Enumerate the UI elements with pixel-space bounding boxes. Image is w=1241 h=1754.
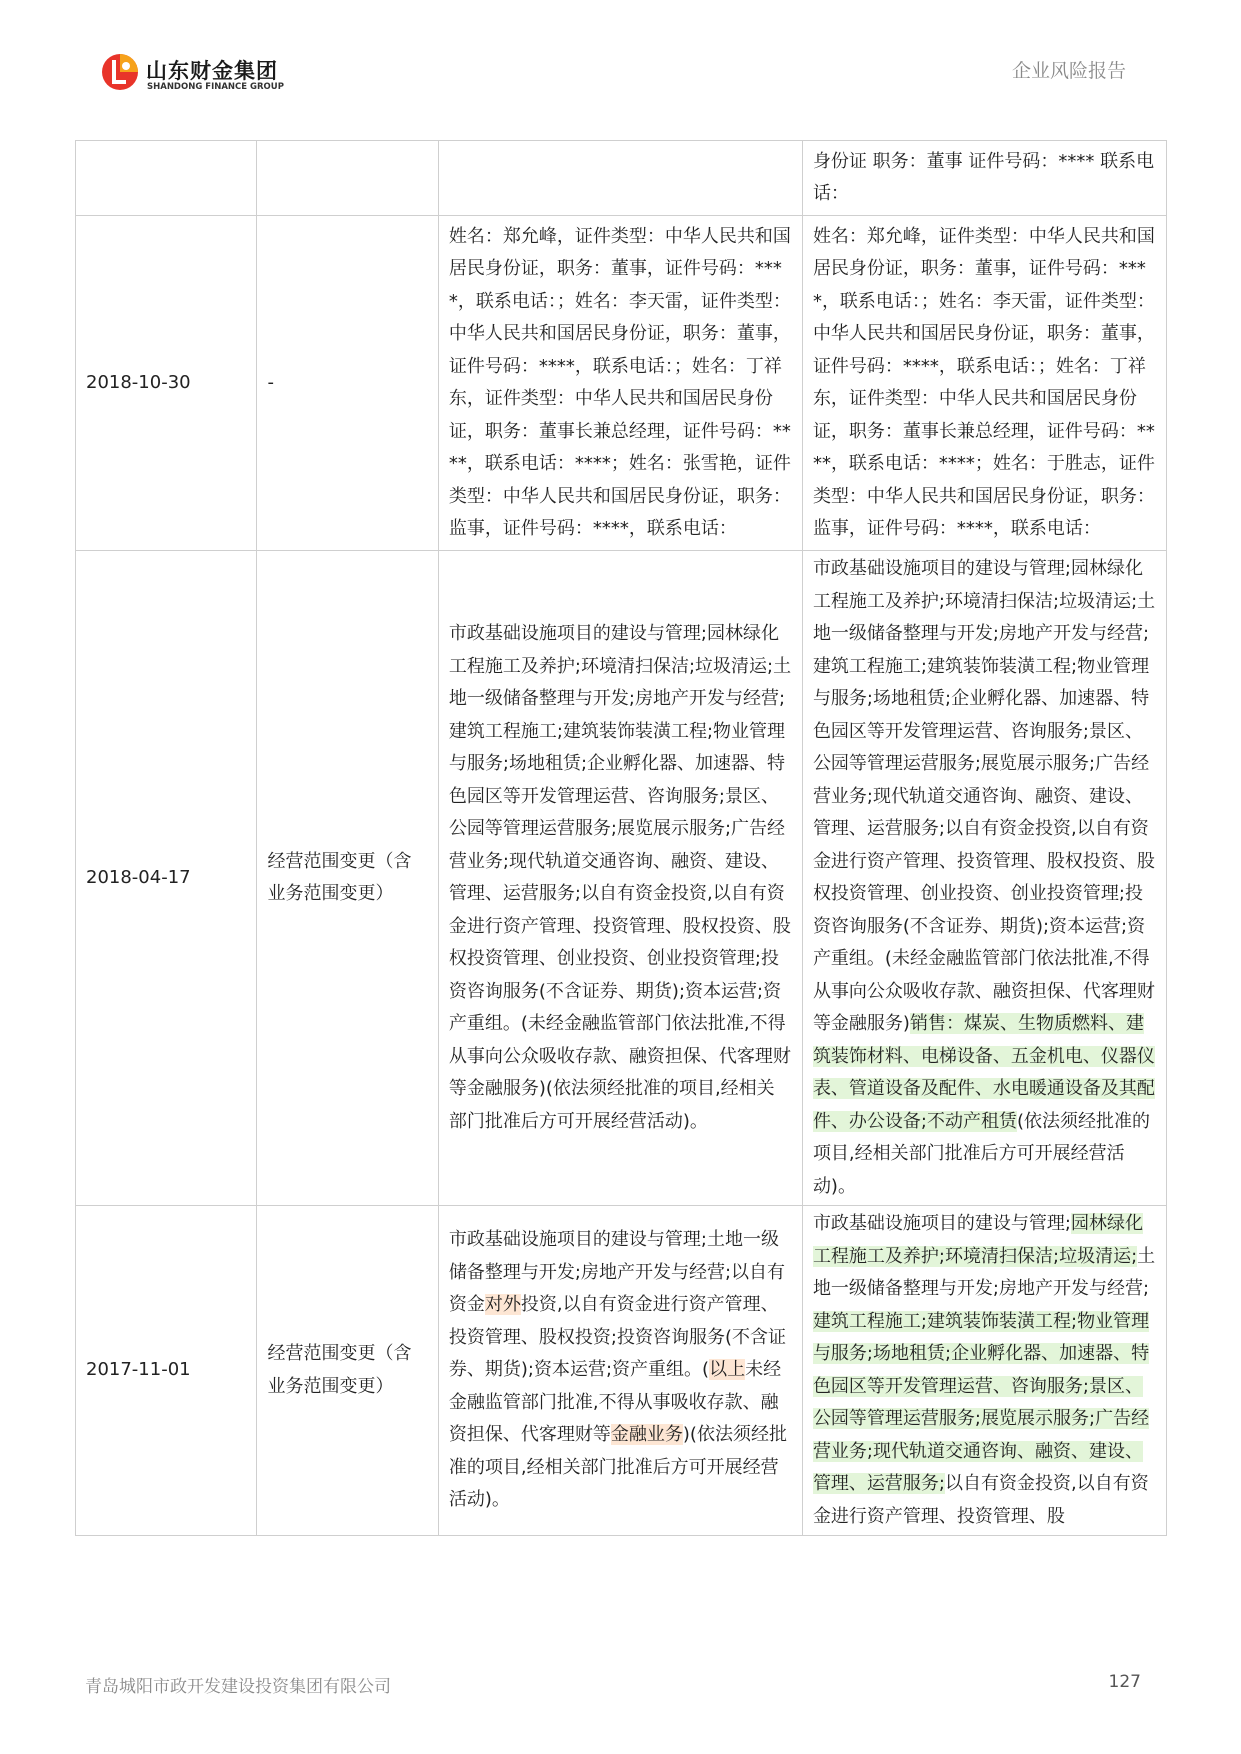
after-change-cell	[802, 551, 1166, 1206]
table-row	[76, 216, 1167, 551]
unchanged-text: 市政基础设施项目的建设与管理;土地一级储备整理与开发;房地产开发与经营;以自有资金	[448, 1229, 786, 1316]
report-title: 企业风险报告	[1011, 60, 1126, 82]
before-change-cell: 市政基础设施项目的建设与管理;园林绿化工程施工及养护;环境清扫保洁;垃圾清运;土地一级储备整理与开发;房地产开发与经营;建筑工程施工;建筑装饰装潢工程;物业管理与服务;场地租赁;企业孵化器、加速器、特色园区等开发管理运营、咨询服务;景区、公园等管理运营服务;展览展示服务;广告经营业务;现代轨道交通咨询、融资、建设、管理、运营服务;以自有资金投资,以自有资金进行资产管理、投资管理、股权投资、股权投资管理、创业投资、创业投资管理;投资咨询服务(不含证券、期货);资本运营;资产重组。(未经金融监管部门依法批准,不得从事向公众吸收存款、融资担保、代客理财等金融服务)(依法须经批准的项目,经相关部门批准后方可开展经营活动)。	[438, 551, 802, 1206]
change-item-cell	[257, 141, 438, 216]
footer-company-name: 青岛城阳市政开发建设投资集团有限公司	[85, 1677, 391, 1697]
change-date-cell	[76, 141, 257, 216]
change-item-cell: 经营范围变更（含业务范围变更）	[257, 1206, 438, 1536]
change-item-cell: -	[257, 216, 438, 551]
table-row	[76, 141, 1167, 216]
added-text-highlight: 销售：煤炭、生物质燃料、建筑装饰材料、电梯设备、五金机电、仪器仪表、管道设备及配件、水电暖通设备及其配件、办公设备;不动产租赁	[812, 1013, 1155, 1132]
change-item-cell: 经营范围变更（含业务范围变更）	[257, 551, 438, 1206]
unchanged-text: 土地一级储备整理与开发;房地产开发与经营;	[812, 1245, 1156, 1299]
logo-english-text: SHANDONG FINANCE GROUP	[147, 82, 284, 92]
table-row	[76, 1206, 1167, 1536]
unchanged-text: )(依法须经批准的项目,经相关部门批准后方可开展经营活动)。	[448, 1424, 787, 1511]
logo-emblem-icon	[100, 52, 140, 92]
removed-text-highlight: 金融业务	[610, 1424, 683, 1446]
company-logo	[100, 52, 290, 102]
unchanged-text: 投资,以自有资金进行资产管理、投资管理、股权投资;投资咨询服务(不含证券、期货);资本运营;资产重组。(	[448, 1294, 786, 1381]
unchanged-text: 以自有资金投资,以自有资金进行资产管理、投资管理、股	[812, 1473, 1149, 1527]
removed-text-highlight: 以上	[709, 1359, 746, 1381]
page-header	[0, 0, 1241, 120]
after-change-cell: 姓名：郑允峰，证件类型：中华人民共和国居民身份证，职务：董事，证件号码：****，联系电话：；姓名：李天雷，证件类型：中华人民共和国居民身份证，职务：董事，证件号码：****，联系电话：；姓名：丁祥东，证件类型：中华人民共和国居民身份证，职务：董事长兼总经理，证件号码：****，联系电话：****；姓名：于胜志，证件类型：中华人民共和国居民身份证，职务：监事，证件号码：****，联系电话：	[802, 216, 1166, 551]
after-change-cell	[802, 1206, 1166, 1536]
page-number: 127	[1108, 1672, 1141, 1692]
change-date-cell: 2018-10-30	[76, 216, 257, 551]
change-date-cell: 2018-04-17	[76, 551, 257, 1206]
change-record-table	[75, 140, 1167, 1536]
removed-text-highlight: 对外	[484, 1294, 521, 1316]
before-change-cell: 姓名：郑允峰，证件类型：中华人民共和国居民身份证，职务：董事，证件号码：****，联系电话：；姓名：李天雷，证件类型：中华人民共和国居民身份证，职务：董事，证件号码：****，联系电话：；姓名：丁祥东，证件类型：中华人民共和国居民身份证，职务：董事长兼总经理，证件号码：****，联系电话：****；姓名：张雪艳，证件类型：中华人民共和国居民身份证，职务：监事，证件号码：****，联系电话：	[438, 216, 802, 551]
unchanged-text: 市政基础设施项目的建设与管理;	[812, 1213, 1072, 1234]
after-change-cell: 身份证 职务：董事 证件号码：**** 联系电话：	[802, 141, 1166, 216]
before-change-cell	[438, 1206, 802, 1536]
added-text-highlight: 园林绿化工程施工及养护;环境清扫保洁;垃圾清运;	[812, 1213, 1144, 1267]
unchanged-text: 未经金融监管部门批准,不得从事吸收存款、融资担保、代客理财等	[448, 1359, 782, 1446]
unchanged-text: (依法须经批准的项目,经相关部门批准后方可开展经营活动)。	[812, 1110, 1151, 1197]
table-row	[76, 551, 1167, 1206]
change-date-cell: 2017-11-01	[76, 1206, 257, 1536]
logo-chinese-text: 山东财金集团	[146, 59, 278, 83]
unchanged-text: 市政基础设施项目的建设与管理;园林绿化工程施工及养护;环境清扫保洁;垃圾清运;土地一级储备整理与开发;房地产开发与经营;建筑工程施工;建筑装饰装潢工程;物业管理与服务;场地租赁;企业孵化器、加速器、特色园区等开发管理运营、咨询服务;景区、公园等管理运营服务;展览展示服务;广告经营业务;现代轨道交通咨询、融资、建设、管理、运营服务;以自有资金投资,以自有资金进行资产管理、投资管理、股权投资、股权投资管理、创业投资、创业投资管理;投资咨询服务(不含证券、期货);资本运营;资产重组。(未经金融监管部门依法批准,不得从事向公众吸收存款、融资担保、代客理财等金融服务)	[812, 558, 1156, 1034]
added-text-highlight: 建筑工程施工;建筑装饰装潢工程;物业管理与服务;场地租赁;企业孵化器、加速器、特色园区等开发管理运营、咨询服务;景区、公园等管理运营服务;展览展示服务;广告经营业务;现代轨道交通咨询、融资、建设、管理、运营服务;	[812, 1310, 1150, 1494]
before-change-cell	[438, 141, 802, 216]
